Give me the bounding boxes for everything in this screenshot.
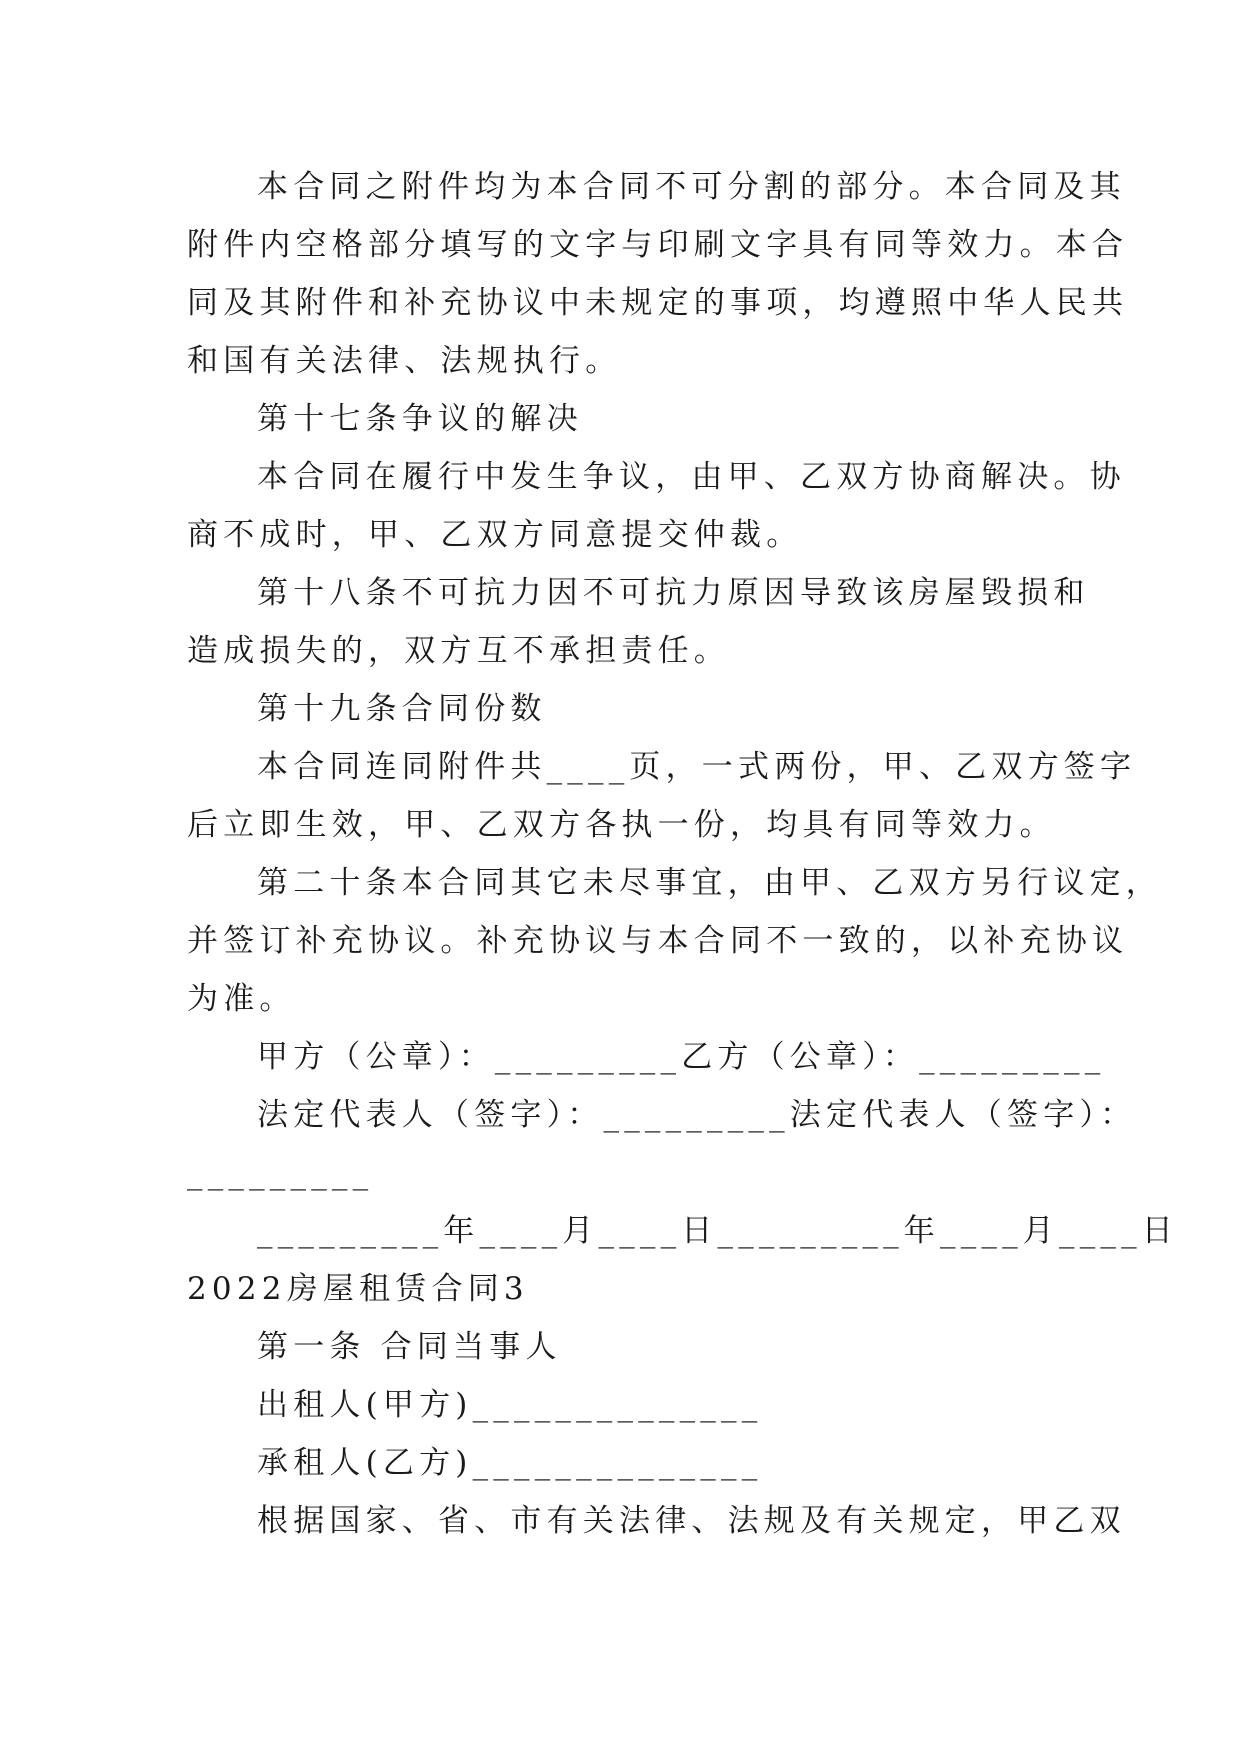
representative-signature-line: 法定代表人（签字）：_________法定代表人（签字）： [257, 1097, 1137, 1133]
article16-line-1: 本合同之附件均为本合同不可分割的部分。本合同及其 [257, 169, 1126, 205]
article19-line-2: 后立即生效，甲、乙双方各执一份，均具有同等效力。 [187, 807, 1056, 843]
article19-line-1: 本合同连同附件共____页，一式两份，甲、乙双方签字 [257, 749, 1137, 785]
article20-line-1: 第二十条本合同其它未尽事宜，由甲、乙双方另行议定， [257, 865, 1162, 901]
article17-title: 第十七条争议的解决 [257, 401, 583, 437]
lessor-line: 出租人(甲方)______________ [257, 1387, 763, 1423]
intro-line: 根据国家、省、市有关法律、法规及有关规定，甲乙双 [257, 1503, 1126, 1539]
date-line: _________年____月____日_________年____月____日 [257, 1213, 1178, 1249]
seal-signature-line: 甲方（公章）：_________乙方（公章）：_________ [257, 1039, 1106, 1075]
article17-line-1: 本合同在履行中发生争议，由甲、乙双方协商解决。协 [257, 459, 1126, 495]
article16-line-4: 和国有关法律、法规执行。 [187, 343, 622, 379]
lessee-line: 承租人(乙方)______________ [257, 1445, 763, 1481]
article20-line-3: 为准。 [187, 981, 296, 1017]
article17-line-2: 商不成时，甲、乙双方同意提交仲裁。 [187, 517, 803, 553]
next-contract-heading: 2022房屋租赁合同3 [187, 1271, 529, 1307]
document-page [187, 158, 1178, 1550]
article16-line-3: 同及其附件和补充协议中未规定的事项，均遵照中华人民共 [187, 285, 1129, 321]
article16-line-2: 附件内空格部分填写的文字与印刷文字具有同等效力。本合 [187, 227, 1129, 263]
article20-line-2: 并签订补充协议。补充协议与本合同不一致的，以补充协议 [187, 923, 1129, 959]
article1-title: 第一条 合同当事人 [257, 1329, 562, 1365]
article18-line-2: 造成损失的，双方互不承担责任。 [187, 633, 730, 669]
article18-line-1: 第十八条不可抗力因不可抗力原因导致该房屋毁损和 [257, 575, 1090, 611]
article19-title: 第十九条合同份数 [257, 691, 547, 727]
representative-signature-continuation: _________ [187, 1155, 374, 1191]
